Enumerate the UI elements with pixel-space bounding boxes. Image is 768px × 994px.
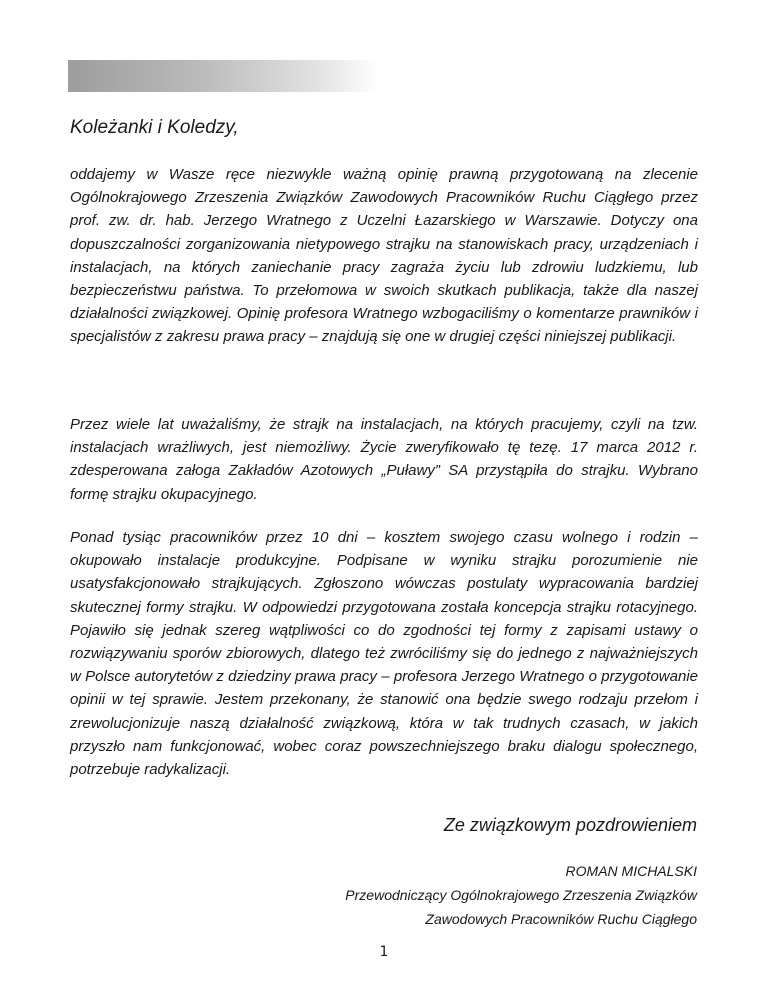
signatory-title-line-2: Zawodowych Pracowników Ruchu Ciągłego	[425, 911, 697, 927]
paragraph-strike-history: Przez wiele lat uważaliśmy, że strajk na instalacjach, na których pracujemy, czyli na tzw. instalacjach wrażliwych, jest niemożliwy. Życie zweryfikowało tę tezę. 17 marca 2012 r. zdesperowana załoga Zakładów Azotowych „Puławy” SA przystąpiła do strajku. Wybrano formę strajku okupacyjnego.	[70, 416, 698, 503]
greeting: Koleżanki i Koledzy,	[70, 117, 239, 138]
signature-block	[345, 859, 697, 931]
paragraph-intro: oddajemy w Wasze ręce niezwykle ważną opinię prawną przygotowaną na zlecenie Ogólnokrajowego Zrzeszenia Związków Zawodowych Pracowników Ruchu Ciągłego przez prof. zw. dr. hab. Jerzego Wratnego z Uczelni Łazarskiego w Warszawie. Dotyczy ona dopuszczalności zorganizowania nietypowego strajku na stanowiskach pracy, urządzeniach i instalacjach, na których zaniechanie pracy zagraża życiu lub zdrowiu ludzkiemu, lub bezpieczeństwu państwa. To przełomowa w swoich skutkach publikacja, także dla naszej działalności związkowej. Opinię profesora Wratnego wzbogaciliśmy o komentarze prawników i specjalistów z zakresu prawa pracy – znajdują się one w drugiej części niniejszej publikacji.	[70, 166, 698, 346]
header-gradient-bar	[68, 60, 378, 92]
closing-salutation: Ze związkowym pozdrowieniem	[443, 815, 697, 835]
paragraph-rotational-strike: Ponad tysiąc pracowników przez 10 dni – kosztem swojego czasu wolnego i rodzin – okupowało instalacje produkcyjne. Podpisane w wyniku strajku porozumienie nie usatysfakcjonowało strajkujących. Zgłoszono wówczas postulaty wypracowania bardziej skutecznej formy strajku. W odpowiedzi przygotowana została koncepcja strajku rotacyjnego. Pojawiło się jednak szereg wątpliwości co do zgodności tej formy z zapisami ustawy o rozwiązywaniu sporów zbiorowych, dlatego też zwróciliśmy się do jednego z najważniejszych w Polsce autorytetów z dziedziny prawa pracy – profesora Jerzego Wratnego o przygotowanie opinii w tej sprawie. Jestem przekonany, że stanowić ona będzie swego rodzaju przełom i zrewolucjonizuje naszą działalność związkową, która w tak trudnych czasach, w jakich przyszło nam funkcjonować, wobec coraz powszechniejszego braku dialogu społecznego, potrzebuje radykalizacji.	[70, 529, 698, 779]
signatory-name: ROMAN MICHALSKI	[565, 863, 697, 879]
signatory-title-line-1: Przewodniczący Ogólnokrajowego Zrzeszenia Związków	[345, 887, 697, 903]
page-number: 1	[379, 944, 389, 960]
